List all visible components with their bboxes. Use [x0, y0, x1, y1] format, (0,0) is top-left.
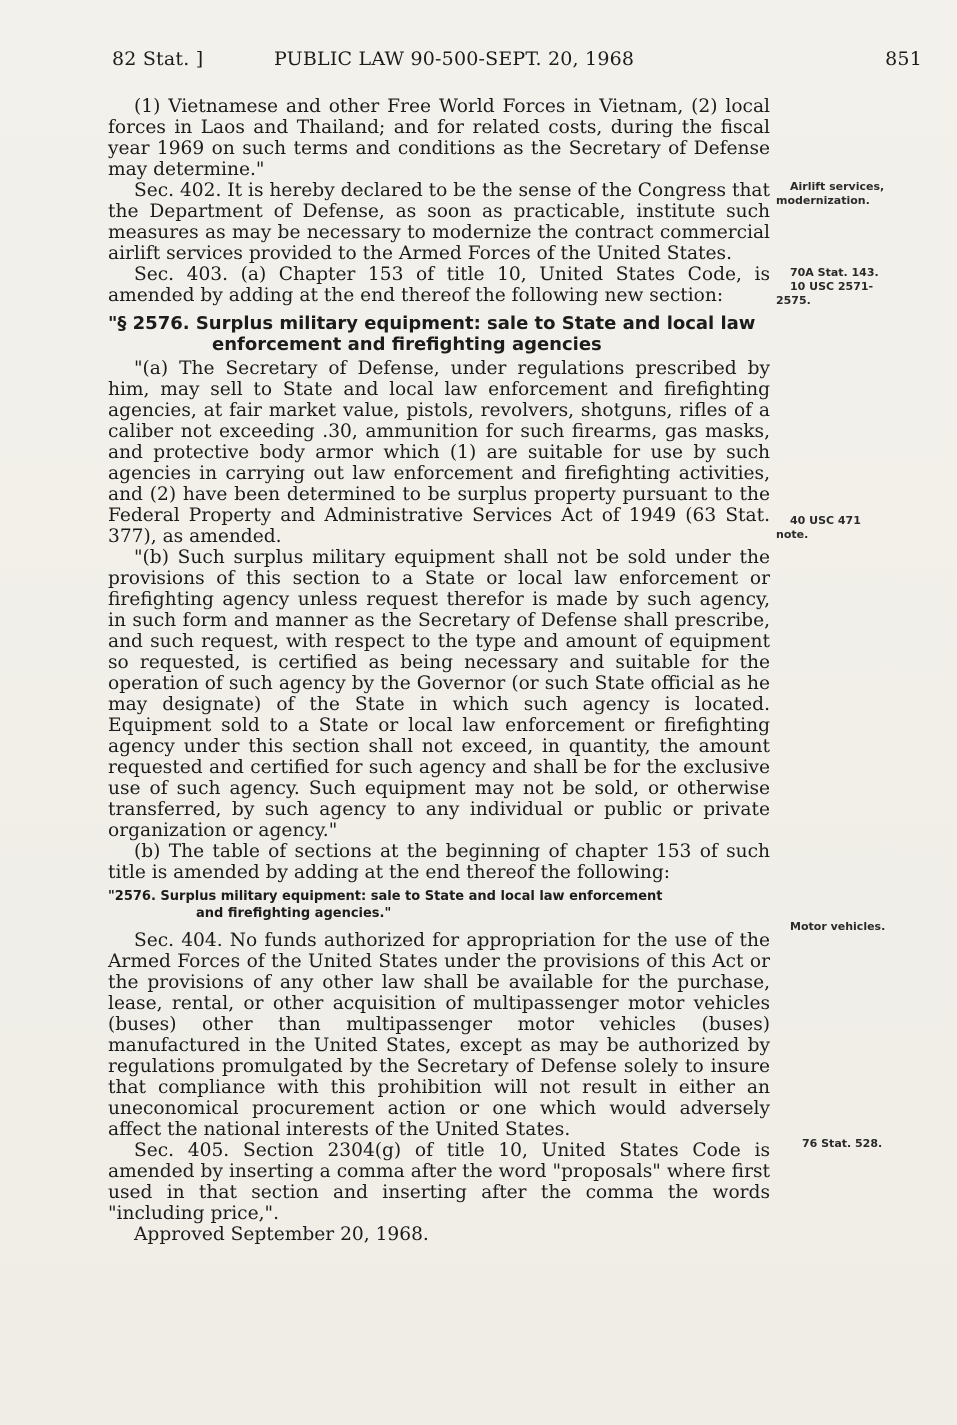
toc-line-2: and firefighting agencies."	[196, 906, 392, 921]
margin-note-40-usc	[776, 514, 861, 542]
page-number: 851	[885, 48, 922, 70]
approval-date: Approved September 20, 1968.	[134, 1224, 429, 1245]
table-of-sections-entry	[108, 888, 770, 922]
header-title: PUBLIC LAW 90-500-SEPT. 20, 1968	[274, 48, 635, 70]
section-heading-line-1: "§ 2576. Surplus military equipment: sale to State and local law	[108, 313, 756, 334]
margin-note-line: modernization.	[776, 194, 870, 207]
margin-note-76-stat	[802, 1137, 882, 1151]
paragraph-sec-402: Sec. 402. It is hereby declared to be the sense of the Congress that the Department of Defense, as soon as practicable, institute such measures as may be necessary to modernize the contract commercial airlift services provided to the Armed Forces of the United States.	[108, 180, 770, 264]
paragraph-sec-403a: Sec. 403. (a) Chapter 153 of title 10, United States Code, is amended by adding at the end thereof the following new section:	[108, 264, 770, 306]
margin-note-line: 70A Stat. 143.	[790, 266, 879, 279]
paragraph-2576a: "(a) The Secretary of Defense, under regulations prescribed by him, may sell to State and local law enforcement and firefighting agencies, at fair market value, pistols, revolvers, shotguns, rifles of a caliber not exceeding .30, ammunition for such firearms, gas masks, and protective body armor which (1) are suitable for use by such agencies in carrying out law enforcement and firefighting activities, and (2) have been determined to be surplus property pursuant to the Federal Property and Administrative Services Act of 1949 (63 Stat. 377), as amended.	[108, 358, 770, 547]
section-heading-line-2: enforcement and firefighting agencies	[212, 334, 602, 355]
margin-note-line: Airlift services,	[790, 180, 885, 193]
toc-line-1: "2576. Surplus military equipment: sale to State and local law enforcement	[108, 889, 663, 904]
header-stat-ref: 82 Stat. ]	[112, 48, 204, 70]
margin-note-line: 76 Stat. 528.	[802, 1137, 883, 1150]
margin-note-stat-143	[776, 266, 879, 308]
paragraph-sec-404: Sec. 404. No funds authorized for appropriation for the use of the Armed Forces of the United States under the provisions of this Act or the provisions of any other law shall be available for the purchase, lease, rental, or other acquisition of multipassenger motor vehicles (buses) other than multipassenger motor vehicles (buses) manufactured in the United States, except as may be authorized by regulations promulgated by the Secretary of Defense solely to insure that compliance with this prohibition will not result in either an uneconomical procurement action or one which would adversely affect the national interests of the United States.	[108, 930, 770, 1140]
margin-note-line: 10 USC 2571-	[790, 280, 874, 293]
paragraph-sec-403b: (b) The table of sections at the beginning of chapter 153 of such title is amended by adding at the end thereof the following:	[108, 841, 770, 883]
paragraph-401-continued: (1) Vietnamese and other Free World Forces in Vietnam, (2) local forces in Laos and Thailand; and for related costs, during the fiscal year 1969 on such terms and conditions as the Secretary of Defense may determine."	[108, 96, 770, 180]
section-heading-2576	[108, 313, 770, 355]
margin-note-motor-vehicles	[790, 920, 885, 934]
margin-note-line: 2575.	[776, 294, 811, 307]
page-header	[112, 48, 922, 78]
paragraph-sec-405: Sec. 405. Section 2304(g) of title 10, United States Code is amended by inserting a comma after the word "proposals" where first used in that section and inserting after the comma the words "including price,".	[108, 1140, 770, 1224]
paragraph-2576b: "(b) Such surplus military equipment shall not be sold under the provisions of this section to a State or local law enforcement or firefighting agency unless request therefor is made by such agency, in such form and manner as the Secretary of Defense shall prescribe, and such request, with respect to the type and amount of equipment so requested, is certified as being necessary and suitable for the operation of such agency by the Governor (or such State official as he may designate) of the State in which such agency is located. Equipment sold to a State or local law enforcement or firefighting agency under this section shall not exceed, in quantity, the amount requested and certified for such agency and shall be for the exclusive use of such agency. Such equipment may not be sold, or otherwise transferred, by such agency to any individual or public or private organization or agency."	[108, 547, 770, 841]
document-body	[108, 96, 770, 1245]
margin-note-line: 40 USC 471	[790, 514, 861, 527]
margin-note-line: note.	[776, 528, 809, 541]
margin-note-line: Motor vehicles.	[790, 920, 886, 933]
margin-note-airlift	[776, 180, 885, 208]
